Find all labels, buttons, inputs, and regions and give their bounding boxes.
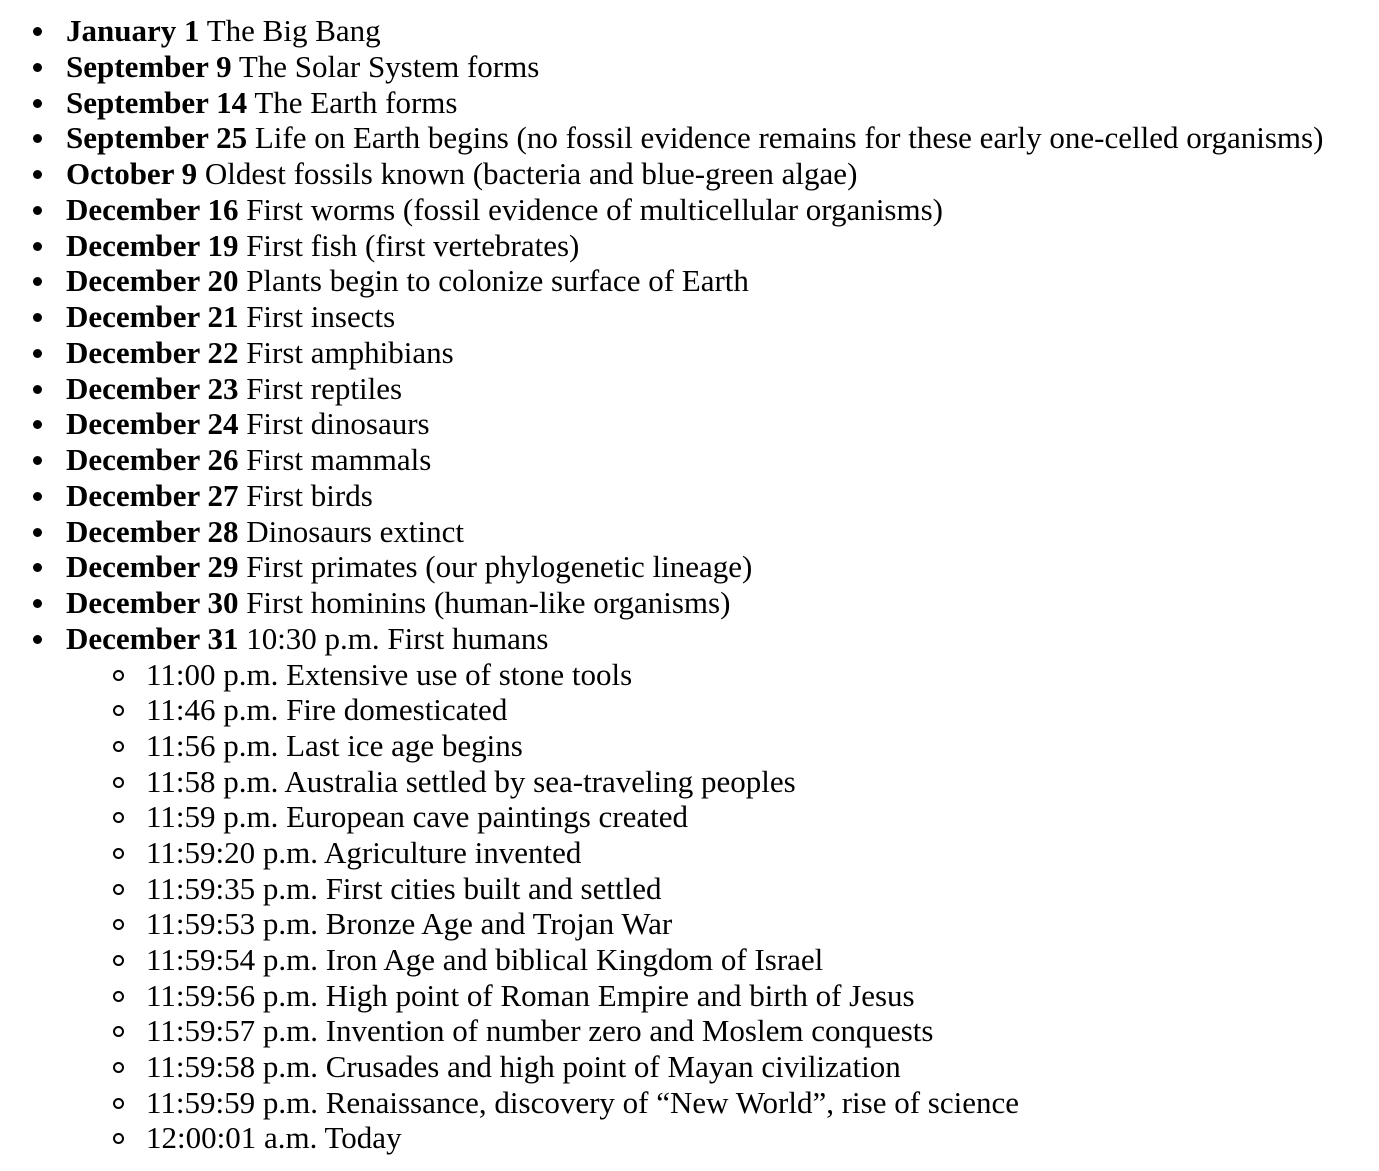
last-day-list: [66, 657, 1379, 1157]
list-item: [66, 49, 1379, 85]
event-text: The Big Bang: [206, 13, 381, 48]
sub-list-item: 11:58 p.m. Australia settled by sea-traveling peoples: [146, 764, 1379, 800]
list-item: [66, 192, 1379, 228]
event-text: First insects: [246, 299, 396, 334]
list-item: [66, 442, 1379, 478]
sub-list-item: 11:46 p.m. Fire domesticated: [146, 692, 1379, 728]
sub-list-item: 11:59:54 p.m. Iron Age and biblical Kingdom of Israel: [146, 942, 1379, 978]
sub-list-item: 11:59:57 p.m. Invention of number zero and Moslem conquests: [146, 1013, 1379, 1049]
event-date: January 1: [66, 13, 200, 48]
list-item: [66, 13, 1379, 49]
event-text: Oldest fossils known (bacteria and blue-green algae): [204, 156, 858, 191]
event-date: December 24: [66, 406, 239, 442]
event-date: September 25: [66, 120, 248, 156]
event-date: December 26: [66, 442, 239, 477]
event-date: September 14: [66, 84, 248, 120]
event-text: First fish (first vertebrates): [246, 227, 580, 263]
event-date: December 21: [66, 299, 239, 334]
list-item-line: [66, 621, 1379, 657]
event-text: The Earth forms: [254, 84, 458, 120]
cosmic-calendar-list: [0, 13, 1379, 1156]
event-text: First birds: [246, 477, 373, 513]
list-item: [66, 335, 1379, 371]
event-date: December 28: [66, 513, 239, 549]
sub-list-item: 12:00:01 a.m. Today: [146, 1120, 1379, 1156]
event-text: The Solar System forms: [238, 48, 540, 84]
event-date: December 27: [66, 477, 239, 513]
sub-list-item: 11:59:53 p.m. Bronze Age and Trojan War: [146, 906, 1379, 942]
event-text: 10:30 p.m. First humans: [246, 620, 549, 656]
event-date: December 19: [66, 227, 239, 263]
list-item: [66, 585, 1379, 621]
event-text: Life on Earth begins (no fossil evidence remains for these early one-celled organisms): [254, 120, 1324, 156]
list-item: [66, 120, 1379, 156]
sub-list-item: 11:59:20 p.m. Agriculture invented: [146, 835, 1379, 871]
list-item: [66, 299, 1379, 335]
list-item: [66, 549, 1379, 585]
event-text: First reptiles: [246, 370, 403, 406]
event-text: First amphibians: [246, 334, 454, 370]
sub-list-item: 11:56 p.m. Last ice age begins: [146, 728, 1379, 764]
event-text: Plants begin to colonize surface of Earth: [246, 263, 749, 299]
list-item: [66, 514, 1379, 550]
event-date: December 23: [66, 370, 239, 406]
list-item: [66, 156, 1379, 192]
list-item: [66, 406, 1379, 442]
list-item: [66, 85, 1379, 121]
sub-list-item: 11:59:59 p.m. Renaissance, discovery of “New World”, rise of science: [146, 1085, 1379, 1121]
event-date: December 30: [66, 585, 239, 620]
event-date: September 9: [66, 48, 232, 84]
list-item: [66, 228, 1379, 264]
event-date: December 20: [66, 263, 239, 299]
sub-list-item: 11:59:58 p.m. Crusades and high point of Mayan civilization: [146, 1049, 1379, 1085]
event-date: December 22: [66, 334, 239, 370]
event-text: First hominins (human-like organisms): [246, 585, 731, 620]
event-text: First primates (our phylogenetic lineage): [246, 549, 753, 585]
list-item-december-31: [66, 621, 1379, 1156]
event-date: December 29: [66, 549, 239, 585]
sub-list-item: 11:59:56 p.m. High point of Roman Empire and birth of Jesus: [146, 978, 1379, 1014]
sub-list-item: 11:00 p.m. Extensive use of stone tools: [146, 657, 1379, 693]
list-item: [66, 371, 1379, 407]
list-item: [66, 263, 1379, 299]
event-text: First worms (fossil evidence of multicellular organisms): [246, 191, 943, 227]
event-date: December 31: [66, 620, 239, 656]
sub-list-item: 11:59:35 p.m. First cities built and settled: [146, 871, 1379, 907]
event-text: First dinosaurs: [246, 406, 430, 442]
event-text: First mammals: [246, 442, 432, 477]
event-date: October 9: [66, 156, 198, 191]
sub-list-item: 11:59 p.m. European cave paintings created: [146, 799, 1379, 835]
event-date: December 16: [66, 191, 239, 227]
event-text: Dinosaurs extinct: [246, 513, 465, 549]
list-item: [66, 478, 1379, 514]
